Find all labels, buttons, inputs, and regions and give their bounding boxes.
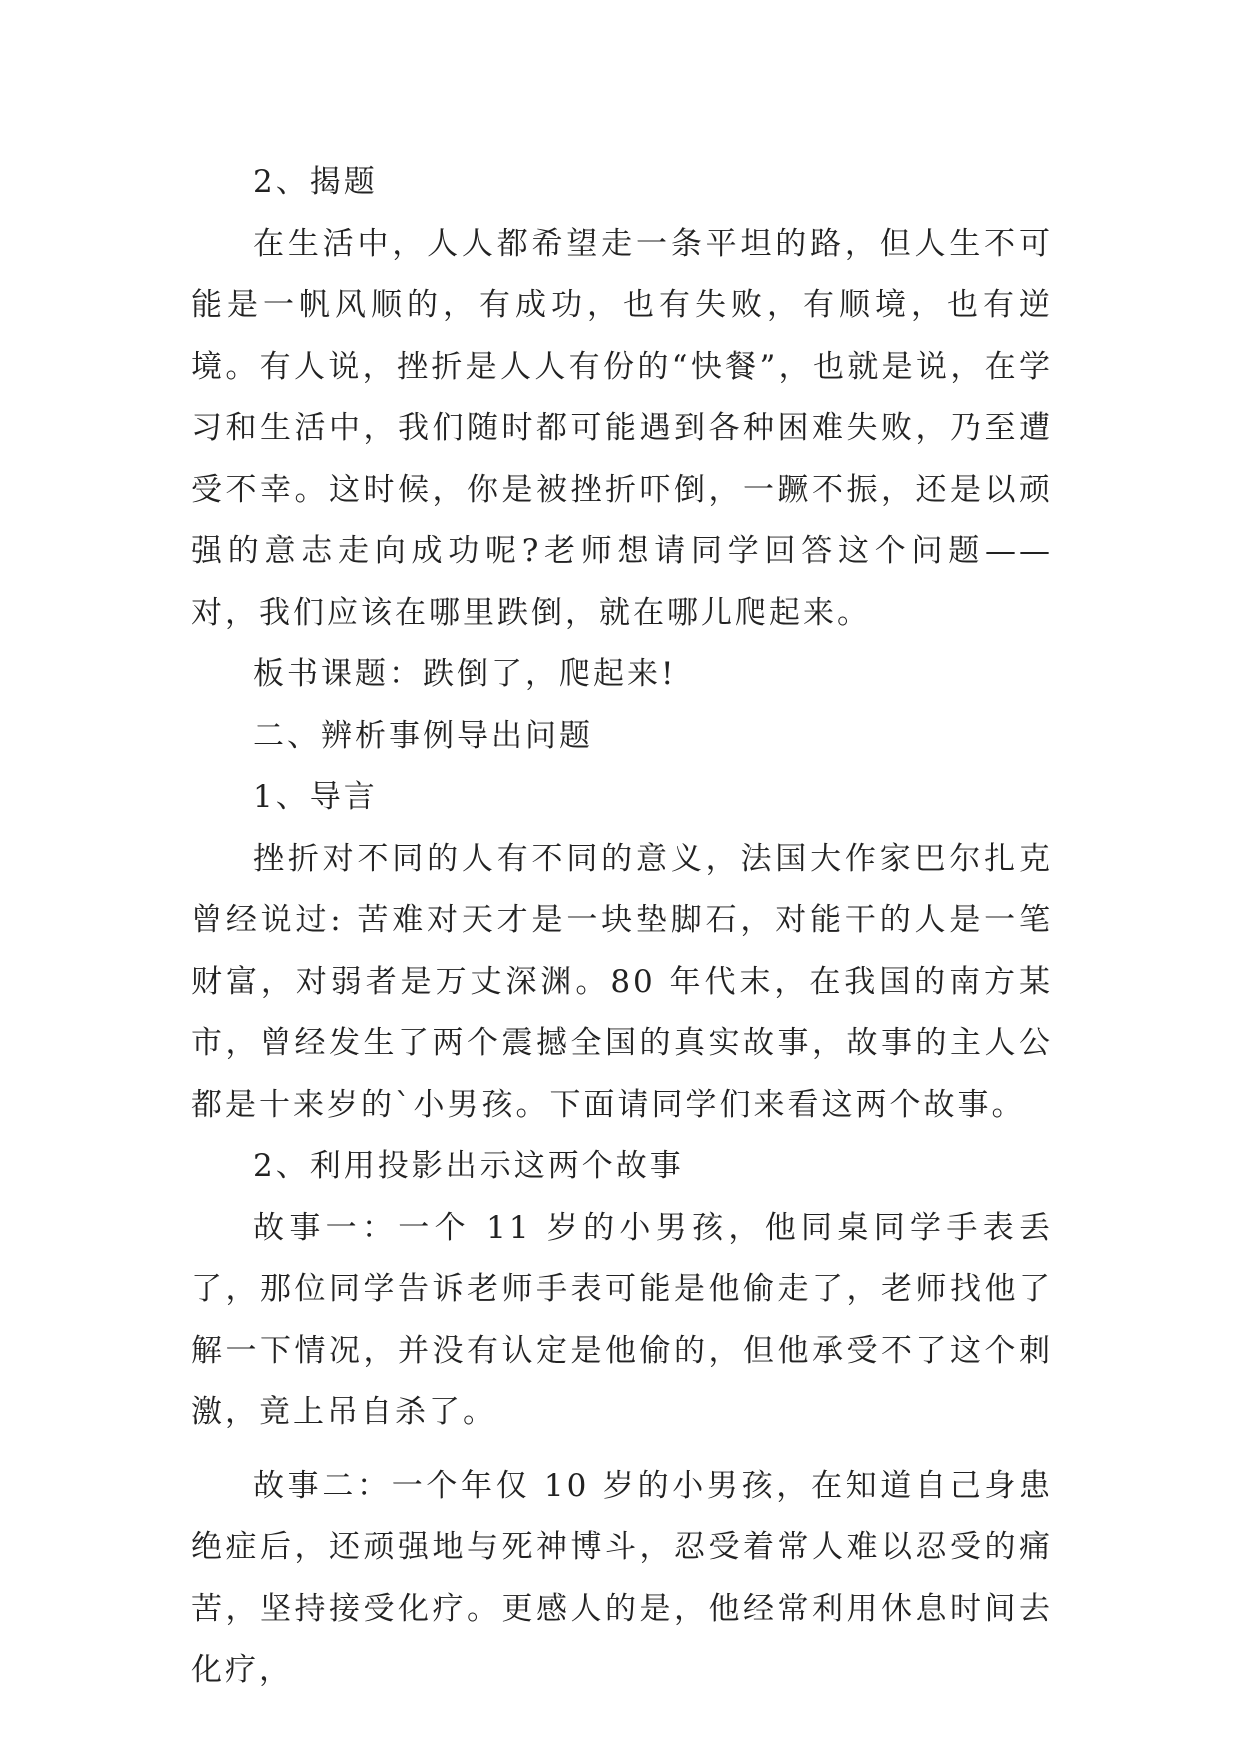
section-heading-reveal-topic: 2、揭题 bbox=[253, 164, 378, 200]
paragraph-story-two: 故事二：一个年仅 10 岁的小男孩，在知道自己身患绝症后，还顽强地与死神博斗，忍受着常人难以忍受的痛苦，坚持接受化疗。更感人的是，他经常利用休息时间去化疗， bbox=[191, 1467, 1053, 1688]
paragraph-blackboard-title: 板书课题：跌倒了，爬起来! bbox=[253, 656, 677, 692]
document-body bbox=[191, 152, 1053, 1702]
paragraph-balzac-quote: 挫折对不同的人有不同的意义，法国大作家巴尔扎克曾经说过: 苦难对天才是一块垫脚石，对能干的人是一笔财富，对弱者是万丈深渊。80 年代末，在我国的南方某市，曾经发生了两个震撼全国的真实故事，故事的主人公都是十来岁的`小男孩。下面请同学们来看这两个故事。 bbox=[191, 840, 1053, 1123]
section-heading-show-stories: 2、利用投影出示这两个故事 bbox=[253, 1148, 684, 1184]
paragraph-gap bbox=[191, 1444, 1053, 1456]
section-heading-analyze-examples: 二、辨析事例导出问题 bbox=[253, 717, 593, 754]
paragraph-life-frustration: 在生活中，人人都希望走一条平坦的路，但人生不可能是一帆风顺的，有成功，也有失败，有顺境，也有逆境。有人说，挫折是人人有份的“快餐”，也就是说，在学习和生活中，我们随时都可能遇到各种困难失败，乃至遭受不幸。这时候，你是被挫折吓倒，一蹶不振，还是以顽强的意志走向成功呢?老师想请同学回答这个问题——对，我们应该在哪里跌倒，就在哪儿爬起来。 bbox=[191, 225, 1053, 631]
paragraph-story-one: 故事一：一个 11 岁的小男孩，他同桌同学手表丢了，那位同学告诉老师手表可能是他偷走了，老师找他了解一下情况，并没有认定是他偷的，但他承受不了这个刺激，竟上吊自杀了。 bbox=[191, 1209, 1053, 1430]
section-heading-introduction: 1、导言 bbox=[253, 779, 378, 815]
